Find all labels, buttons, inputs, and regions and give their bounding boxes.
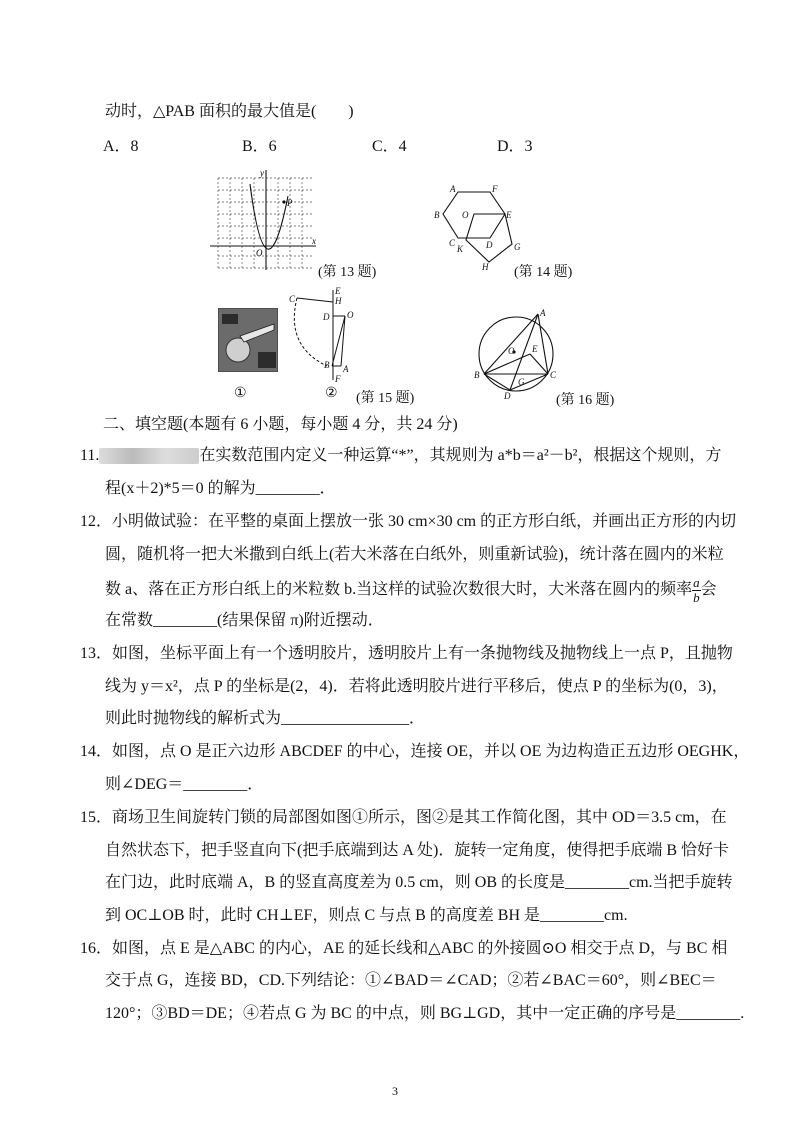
f14-label-f: F <box>492 184 498 194</box>
q12-text-3: 数 a、落在正方形白纸上的米粒数 b.当这样的试验次数很大时，大米落在圆内的频率 <box>105 581 693 599</box>
q11-number: 11. <box>80 447 100 464</box>
q14-line2: 则∠DEG＝________． <box>105 776 264 793</box>
q12-fraction <box>692 576 701 605</box>
caption-fig15: (第 15 题) <box>356 391 415 406</box>
q14-line1: 14．如图，点 O 是正六边形 ABCDEF 的中心，连接 OE，并以 OE 为边构造正五边形 OEGHK， <box>80 743 750 760</box>
f15-label-d: D <box>323 312 330 322</box>
f15-label-f: F <box>335 374 341 384</box>
f16-label-g: G <box>518 377 525 387</box>
q10-tail: 动时，△PAB 面积的最大值是( ) <box>105 103 354 120</box>
figure-15-lock-photo <box>218 308 278 372</box>
source-tag-blurred <box>99 448 199 464</box>
q12-line1: 12．小明做试验：在平整的桌面上摆放一张 30 cm×30 cm 的正方形白纸，并画出正方形的内切 <box>80 513 737 530</box>
q15-line2: 自然状态下，把手竖直向下(把手底端到达 A 处)．旋转一定角度，使得把手底端 B 恰好卡 <box>105 842 730 859</box>
q12-line4: 在常数________(结果保留 π)附近摆动． <box>105 612 384 629</box>
caption-fig14: (第 14 题) <box>514 265 573 280</box>
section-2-heading: 二、填空题(本题有 6 小题，每小题 4 分，共 24 分) <box>103 416 458 433</box>
q15-line3: 在门边，此时底端 A，B 的竖直高度差为 0.5 cm，则 OB 的长度是________cm.当把手旋转 <box>105 874 733 891</box>
f16-label-d: D <box>504 391 511 400</box>
q12-text-3-end: 会 <box>700 581 717 599</box>
q10-option-b: B．6 <box>242 138 277 155</box>
f14-label-g: G <box>514 242 521 252</box>
f14-label-h: H <box>482 262 489 272</box>
f16-label-e: E <box>532 344 538 354</box>
f15-label-e: E <box>335 286 341 296</box>
q12-line3 <box>105 576 717 605</box>
f15-label-o: O <box>347 310 354 320</box>
page-number: 3 <box>392 1084 398 1098</box>
f15-label-c: C <box>289 294 296 304</box>
q13-line1: 13．如图，坐标平面上有一个透明胶片，透明胶片上有一条抛物线及抛物线上一点 P，且抛物 <box>80 645 733 662</box>
f16-label-a: A <box>540 308 546 318</box>
caption-fig13: (第 13 题) <box>318 265 377 280</box>
f14-label-k: K <box>457 244 464 254</box>
q16-line3: 120°；③BD＝DE；④若点 G 为 BC 的中点，则 BG⊥GD，其中一定正确的序号是________. <box>105 1005 745 1022</box>
f15-label-h: H <box>335 296 342 306</box>
q16-line2: 交于点 G，连接 BD，CD.下列结论：①∠BAD＝∠CAD；②若∠BAC＝60°，则∠BEC＝ <box>105 972 717 989</box>
q12-frac-denominator: b <box>693 590 700 605</box>
f14-label-e: E <box>506 210 512 220</box>
q12-frac-numerator: a <box>693 575 700 590</box>
f13-label-p: P <box>287 198 293 208</box>
f16-label-c: C <box>550 370 557 380</box>
q13-line2: 线为 y＝x²，点 P 的坐标是(2，4)．若将此透明胶片进行平移后，使点 P 的坐标为(0，3)， <box>105 678 728 695</box>
f14-label-c: C <box>449 238 456 248</box>
q10-option-d: D．3 <box>497 138 533 155</box>
f13-label-x: x <box>312 236 316 246</box>
q15-line1: 15．商场卫生间旋转门锁的局部图如图①所示，图②是其工作简化图，其中 OD＝3.5 cm，在 <box>80 809 727 826</box>
f16-label-b: B <box>474 370 480 380</box>
q10-option-a: A．8 <box>103 138 139 155</box>
q12-line2: 圆，随机将一把大米撒到白纸上(若大米落在白纸外，则重新试验)，统计落在圆内的米粒 <box>105 546 724 563</box>
f15-label-b: B <box>324 360 330 370</box>
caption-fig16: (第 16 题) <box>556 393 615 408</box>
q16-line1: 16．如图，点 E 是△ABC 的内心，AE 的延长线和△ABC 的外接圆⊙O 相交于点 D，与 BC 相 <box>80 940 728 957</box>
q11-line2: 程(x＋2)*5＝0 的解为________． <box>105 480 336 497</box>
q10-option-c: C．4 <box>372 138 407 155</box>
f14-label-a: A <box>450 184 456 194</box>
f16-label-o: O <box>508 346 515 356</box>
figure-16-circle-triangle <box>470 308 562 400</box>
q13-line3: 则此时抛物线的解析式为________________． <box>105 710 426 727</box>
f15-label-a: A <box>343 364 349 374</box>
caption-fig15-2: ② <box>325 386 338 401</box>
caption-fig15-1: ① <box>234 386 247 401</box>
figure-14-hexagon-pentagon <box>432 180 524 272</box>
f13-label-y: y <box>260 168 264 178</box>
q11-text-1: 在实数范围内定义一种运算“*”，其规则为 a*b＝a²－b²，根据这个规则，方 <box>199 447 722 464</box>
q15-line4: 到 OC⊥OB 时，此时 CH⊥EF，则点 C 与点 B 的高度差 BH 是________cm. <box>105 907 628 924</box>
f14-label-o: O <box>462 210 469 220</box>
figure-13-parabola <box>208 168 320 272</box>
f14-label-b: B <box>434 210 440 220</box>
figure-15-diagram <box>283 286 363 386</box>
q11-line1 <box>80 446 721 466</box>
f14-label-d: D <box>486 240 493 250</box>
f13-label-o: O <box>256 248 263 258</box>
